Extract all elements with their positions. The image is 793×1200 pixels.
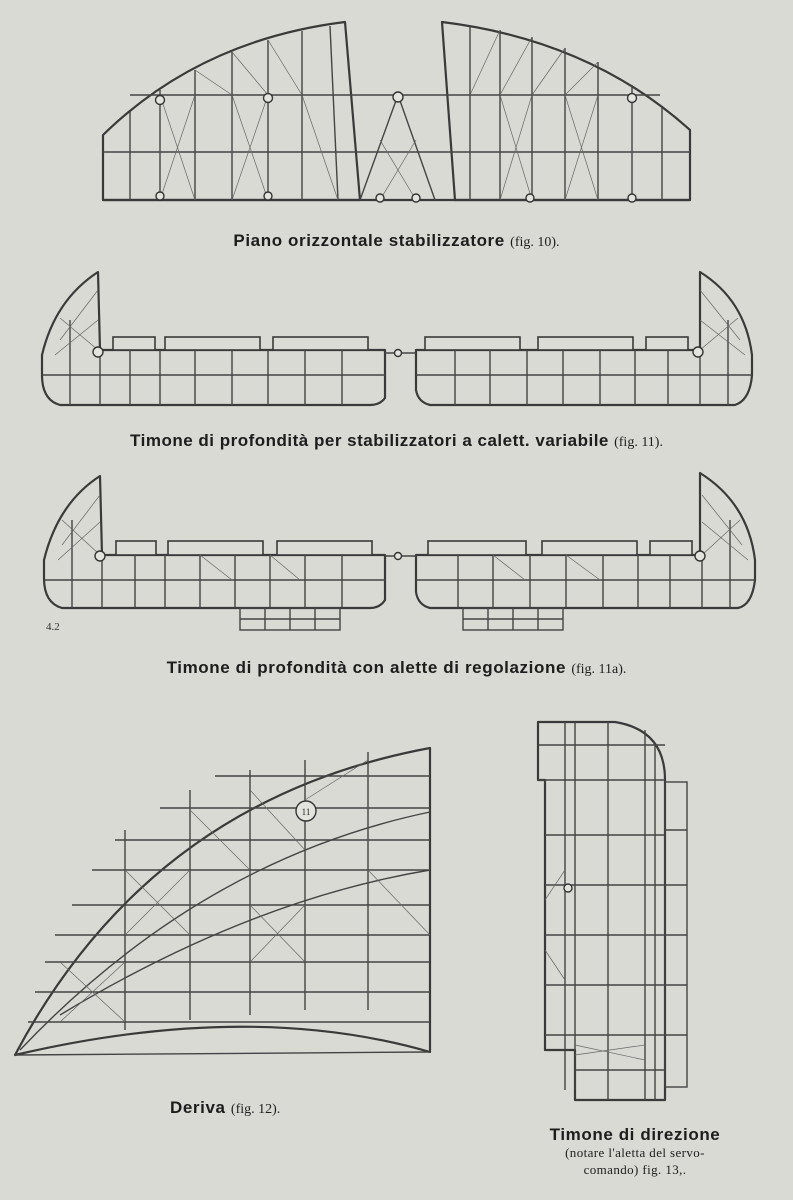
fig13-rudder-drawing [538, 722, 687, 1100]
fig13-note-line1: (notare l'aletta del servo- [565, 1145, 705, 1160]
fig11a-caption [0, 658, 793, 678]
fig12-ref: (fig. 12). [230, 1102, 281, 1117]
fig13-caption-text: Timone di direzione [549, 1125, 721, 1144]
fig11-caption-text: Timone di profondità per stabilizzatori a calett. variabile [130, 431, 609, 450]
fig12-caption [170, 1098, 370, 1118]
fig11-caption [0, 431, 793, 451]
fin-node-label: 11 [301, 807, 311, 817]
fig11-ref: (fig. 11). [614, 435, 663, 450]
fig10-ref: (fig. 10). [510, 235, 560, 250]
fig11-elevator-drawing [42, 272, 752, 405]
page-mark: 4.2 [46, 621, 60, 633]
fig13-note-line2: comando) fig. 13,. [583, 1162, 687, 1177]
fig10-caption-text: Piano orizzontale stabilizzatore [233, 231, 505, 250]
fig12-caption-text: Deriva [170, 1098, 226, 1117]
fig13-caption [500, 1125, 770, 1145]
fig10-caption [0, 231, 793, 251]
fig12-fin-drawing [15, 748, 430, 1055]
fig11a-caption-text: Timone di profondità con alette di regolazione [166, 658, 567, 677]
fig11a-elevator-drawing [44, 473, 755, 630]
fig11a-ref: (fig. 11a). [571, 662, 627, 677]
fig10-stabilizer-drawing [103, 22, 690, 202]
